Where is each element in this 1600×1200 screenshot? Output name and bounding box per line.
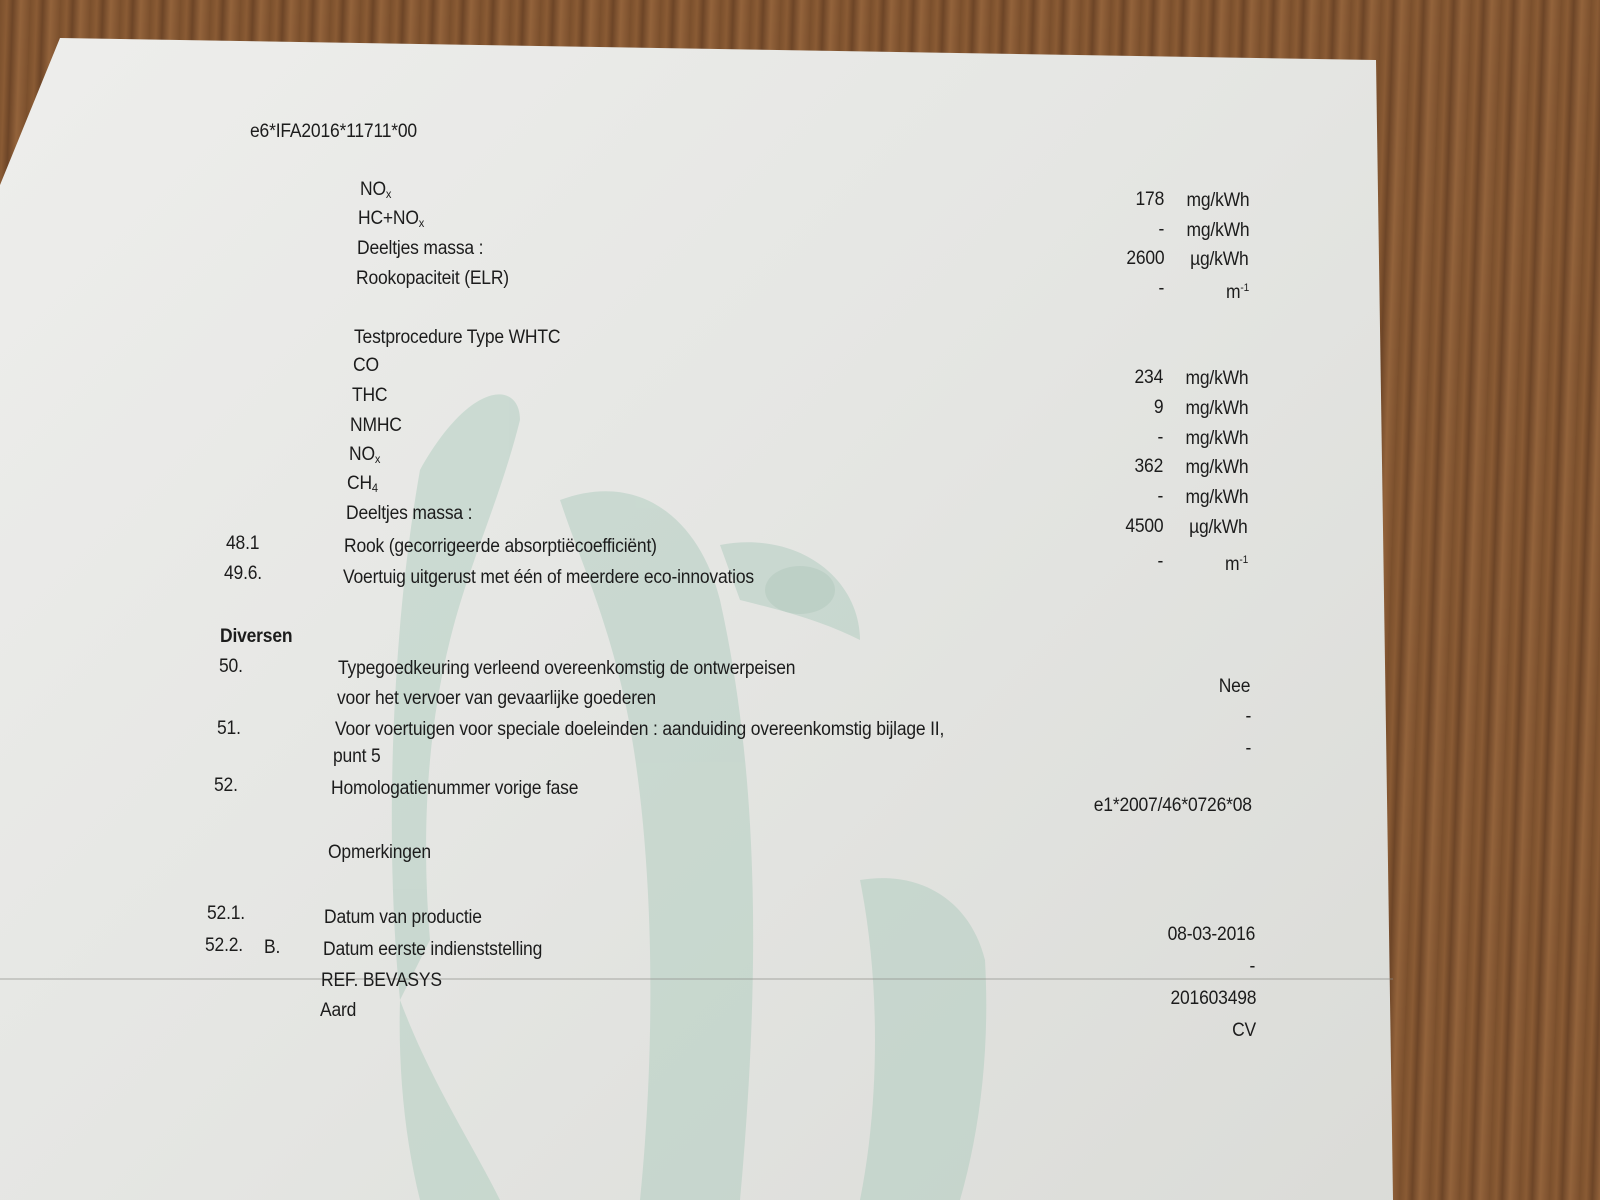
value-ch4: - <box>1157 486 1163 507</box>
label-whtc-particulate-mass: Deeltjes massa : <box>346 503 473 524</box>
value-particulate-mass: 2600 <box>1125 248 1164 269</box>
label-smoke-opacity: Rookopaciteit (ELR) <box>356 268 509 289</box>
item-51-line2: punt 5 <box>333 746 381 767</box>
label-hc-nox: HC+NOx <box>358 208 425 230</box>
label-ch4: CH4 <box>347 473 378 495</box>
item-52-1-number: 52.1. <box>207 903 245 924</box>
value-whtc-particulate-mass: 4500 <box>1124 516 1163 537</box>
item-48-1-value: - <box>1157 551 1163 572</box>
value-hc-nox: - <box>1158 219 1164 240</box>
label-co: CO <box>353 355 379 376</box>
item-52-2-value: - <box>1249 956 1255 977</box>
unit-nox: mg/kWh <box>1185 190 1249 211</box>
item-52-number: 52. <box>214 775 238 796</box>
type-label: Aard <box>320 1000 357 1021</box>
label-nmhc: NMHC <box>350 415 402 436</box>
document-reference-id: e6*IFA2016*11711*00 <box>250 121 417 142</box>
item-52-2-number: 52.2. <box>205 935 243 956</box>
label-nox: NOx <box>360 179 392 201</box>
item-52-value: e1*2007/46*0726*08 <box>1093 795 1252 816</box>
item-50-line2: voor het vervoer van gevaarlijke goederen <box>337 688 656 709</box>
value-smoke-opacity: - <box>1158 278 1164 299</box>
whtc-title: Testprocedure Type WHTC <box>354 327 561 348</box>
item-52-label: Homologatienummer vorige fase <box>331 778 579 799</box>
unit-whtc-nox: mg/kWh <box>1184 457 1248 478</box>
item-49-6-number: 49.6. <box>224 563 262 584</box>
item-51-line1: Voor voertuigen voor speciale doeleinden : aanduiding overeenkomstig bijlage II, <box>335 719 945 740</box>
item-52-1-value: 08-03-2016 <box>1167 924 1255 945</box>
unit-ch4: mg/kWh <box>1184 487 1248 508</box>
value-thc: 9 <box>1153 397 1163 418</box>
item-50-line1: Typegoedkeuring verleend overeenkomstig de ontwerpeisen <box>338 658 796 679</box>
item-49-6-label: Voertuig uitgerust met één of meerdere eco-innovatios <box>343 567 754 588</box>
ref-label: REF. BEVASYS <box>321 970 442 991</box>
item-51-value-1: - <box>1245 706 1251 727</box>
item-48-1-number: 48.1 <box>226 533 260 554</box>
paper-fold-line <box>0 978 1393 980</box>
label-thc: THC <box>352 385 388 406</box>
ref-value: 201603498 <box>1170 988 1256 1009</box>
value-whtc-nox: 362 <box>1134 456 1163 477</box>
item-48-1-unit: $m^{-1}$ <box>1224 554 1248 575</box>
unit-thc: mg/kWh <box>1184 398 1248 419</box>
item-50-number: 50. <box>219 656 243 677</box>
item-50-value: Nee <box>1218 676 1250 697</box>
remarks-heading: Opmerkingen <box>328 842 431 863</box>
value-nox: 178 <box>1135 189 1164 210</box>
unit-co: mg/kWh <box>1184 368 1248 389</box>
value-co: 234 <box>1134 367 1163 388</box>
unit-hc-nox: mg/kWh <box>1185 220 1249 241</box>
label-particulate-mass: Deeltjes massa : <box>357 238 484 259</box>
item-51-number: 51. <box>217 718 241 739</box>
unit-nmhc: mg/kWh <box>1184 428 1248 449</box>
item-48-1-label: Rook (gecorrigeerde absorptiëcoefficiënt) <box>344 536 657 557</box>
value-nmhc: - <box>1157 427 1163 448</box>
section-heading-diversen: Diversen <box>220 626 293 647</box>
item-51-value-2: - <box>1245 738 1251 759</box>
item-52-2-label: Datum eerste indienststelling <box>323 939 543 960</box>
label-whtc-nox: NOx <box>349 444 381 466</box>
item-52-1-label: Datum van productie <box>324 907 482 928</box>
unit-particulate-mass: µg/kWh <box>1190 249 1249 270</box>
unit-whtc-particulate-mass: µg/kWh <box>1189 517 1248 538</box>
type-value: CV <box>1232 1020 1256 1041</box>
unit-smoke-opacity: $m^{-1}$ <box>1225 282 1249 303</box>
item-52-2-letter: B. <box>264 937 281 958</box>
